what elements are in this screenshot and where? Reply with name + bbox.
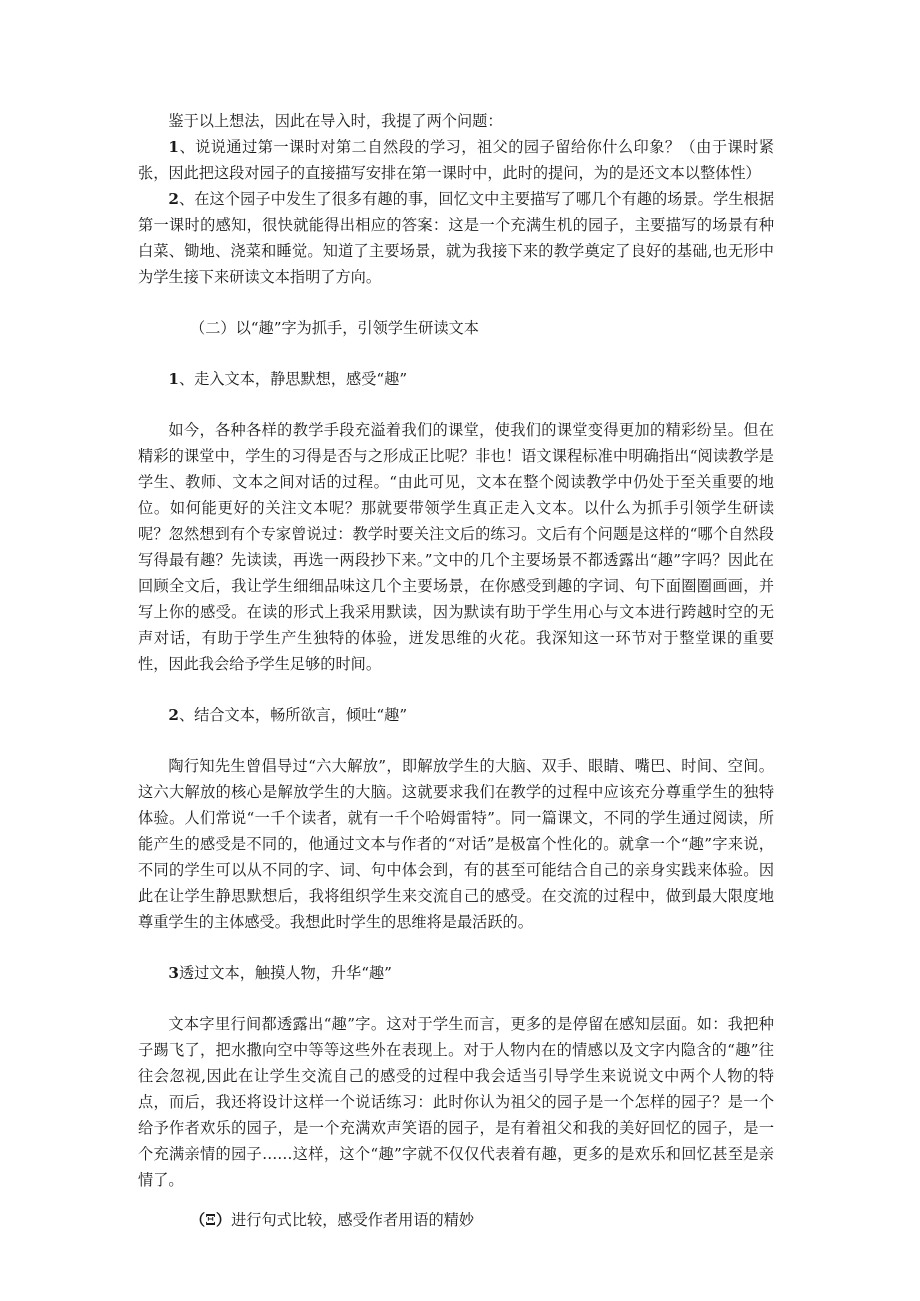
subsection-1-title: 、走入文本，静思默想，感受“趣” — [178, 370, 408, 388]
question-1 — [138, 134, 774, 186]
subsection-3-title: 透过文本，触摸人物，升华“趣” — [178, 964, 392, 982]
intro-paragraph: 鉴于以上想法，因此在导入时，我提了两个问题： — [168, 112, 503, 130]
subsection-2-heading — [138, 702, 774, 728]
subsection-2-title: 、结合文本，畅所欲言，倾吐“趣” — [178, 706, 408, 724]
spacer — [138, 341, 774, 366]
question-1-text: 、说说通过第一课时对第二自然段的学习，祖父的园子留给你什么印象？（由于课时紧张，因此把这段对园子的直接描写安排在第一课时中，此时的提问，为的是还文本以整体性） — [138, 138, 774, 182]
question-2 — [138, 186, 774, 290]
spacer — [138, 392, 774, 417]
subsection-1-number: 1 — [168, 370, 179, 388]
spacer — [138, 290, 774, 315]
subsection-3-number: 3 — [168, 964, 179, 982]
subsection-3-heading — [138, 960, 774, 986]
document-page — [138, 108, 774, 1233]
question-1-number: 1 — [168, 138, 179, 156]
subsection-1-paragraph: 如今，各种各样的教学手段充溢着我们的课堂，使我们的课堂变得更加的精彩纷呈。但在精彩的课堂中，学生的习得是否与之形成正比呢？非也！语文课程标准中明确指出“阅读教学是学生、教师、文本之间对话的过程。“由此可见，文本在整个阅读教学中仍处于至关重要的地位。如何能更好的关注文本呢？那就要带领学生真正走入文本。以什么为抓手引领学生研读呢？忽然想到有个专家曾说过：教学时要关注文后的练习。文后有个问题是这样的“哪个自然段写得最有趣？先读读，再选一两段抄下来。”文中的几个主要场景不都透露出“趣”字吗？因此在回顾全文后，我让学生细细品味这几个主要场景，在你感受到趣的字词、句下面圈圈画画，并写上你的感受。在读的形式上我采用默读，因为默读有助于学生用心与文本进行跨越时空的无声对话，有助于学生产生独特的体验，迸发思维的火花。我深知这一环节对于整堂课的重要性，因此我会给予学生足够的时间。 — [138, 421, 774, 673]
subsection-2-number: 2 — [168, 706, 179, 724]
question-2-text: 、在这个园子中发生了很多有趣的事，回忆文中主要描写了哪几个有趣的场景。学生根据第一课时的感知，很快就能得出相应的答案：这是一个充满生机的园子，主要描写的场景有种白菜、锄地、浇菜和睡觉。知道了主要场景，就为我接下来的教学奠定了良好的基础,也无形中为学生接下来研读文本指明了方向。 — [138, 190, 774, 286]
section-2-heading: （二）以“趣”字为抓手，引领学生研读文本 — [190, 319, 479, 337]
section-3-title: 进行句式比较，感受作者用语的精妙 — [231, 1211, 475, 1229]
spacer — [138, 1193, 774, 1207]
section-3-number: （Ξ） — [190, 1211, 232, 1229]
spacer — [138, 728, 774, 753]
subsection-2-paragraph: 陶行知先生曾倡导过“六大解放”，即解放学生的大脑、双手、眼睛、嘴巴、时间、空间。这六大解放的核心是解放学生的大脑。这就要求我们在教学的过程中应该充分尊重学生的独特体验。人们常说“一千个读者，就有一千个哈姆雷特”。同一篇课文，不同的学生通过阅读，所能产生的感受是不同的，他通过文本与作者的“对话”是极富个性化的。就拿一个“趣”字来说，不同的学生可以从不同的字、词、句中体会到，有的甚至可能结合自己的亲身实践来体验。因此在让学生静思默想后，我将组织学生来交流自己的感受。在交流的过程中，做到最大限度地尊重学生的主体感受。我想此时学生的思维将是最活跃的。 — [138, 757, 774, 931]
subsection-1-heading — [138, 366, 774, 392]
spacer — [138, 677, 774, 702]
subsection-3-paragraph: 文本字里行间都透露出“趣”字。这对于学生而言，更多的是停留在感知层面。如：我把种子踢飞了，把水撒向空中等等这些外在表现上。对于人物内在的情感以及文字内隐含的“趣”往往会忽视,因此在让学生交流自己的感受的过程中我会适当引导学生来说说文中两个人物的特点，而后，我还将设计这样一个说话练习：此时你认为祖父的园子是一个怎样的园子？是一个给予作者欢乐的园子，是一个充满欢声笑语的园子，是有着祖父和我的美好回忆的园子，是一个充满亲情的园子……这样，这个“趣”字就不仅仅代表着有趣，更多的是欢乐和回忆甚至是亲情了。 — [138, 1015, 774, 1189]
spacer — [138, 935, 774, 960]
question-2-number: 2 — [168, 190, 179, 208]
spacer — [138, 986, 774, 1011]
section-3-heading — [138, 1207, 774, 1233]
